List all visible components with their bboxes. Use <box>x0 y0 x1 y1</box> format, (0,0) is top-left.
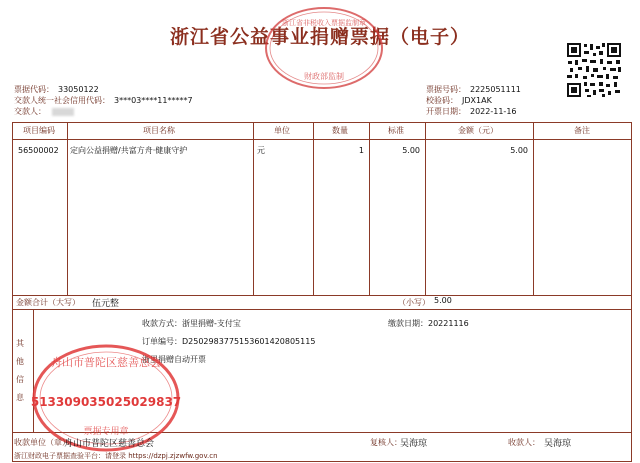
row-amount: 5.00 <box>510 146 528 155</box>
supervision-seal <box>262 3 386 93</box>
col-header-amount: 金额（元） <box>458 126 498 135</box>
row-unit: 元 <box>257 146 265 155</box>
payer-credit-code: 交款人统一社会信用代码： 3***03****11*****7 <box>14 96 193 105</box>
verify-note: 浙江财政电子票据查验平台：请登录 https://dzpj.zjzwfw.gov.cn <box>14 452 218 460</box>
reviewer-label: 复核人： <box>370 438 402 447</box>
seal-bottom-text: 财政部监制 <box>304 72 344 81</box>
total-upper-label: 金额合计（大写） <box>16 298 80 307</box>
receipt-number: 票据号码： 2225051111 <box>426 85 521 94</box>
col-header-qty: 数量 <box>332 126 348 135</box>
total-lower-label: （小写） <box>398 298 430 307</box>
seal-org-text: 舟山市普陀区慈善总会 <box>51 356 161 369</box>
pay-date: 缴款日期：20221116 <box>388 319 469 328</box>
collector-label: 收款人： <box>508 438 540 447</box>
other-info-label-2: 他 <box>16 357 24 366</box>
redacted-payer <box>52 108 74 116</box>
col-header-name: 项目名称 <box>143 126 175 135</box>
payee-value: 舟山市普陀区慈善总会 <box>64 439 155 449</box>
row-qty: 1 <box>358 146 364 155</box>
collector-value: 吴海琼 <box>544 439 572 449</box>
seal-top-text: 浙江省非税收入票据监制章 <box>282 19 366 27</box>
seal-bottom-ring: 票据专用章 <box>83 427 129 437</box>
auto-issue-note: 浙里捐赠自动开票 <box>142 355 206 364</box>
check-code: 校验码： JDX1AK <box>426 96 492 105</box>
reviewer-value: 吴海琼 <box>400 439 428 449</box>
qr-code-icon[interactable] <box>566 42 622 98</box>
pay-method: 收款方式：浙里捐赠-支付宝 <box>142 319 241 328</box>
payer-name: 交款人： <box>14 106 74 117</box>
seal-tax-id: 51330903502502983​7 <box>30 395 182 409</box>
issue-date: 开票日期： 2022-11-16 <box>426 107 517 116</box>
receipt-code: 票据代码： 33050122 <box>14 85 99 94</box>
other-info-label-1: 其 <box>16 339 24 348</box>
total-lower-value: 5.00 <box>434 296 452 305</box>
col-header-standard: 标准 <box>388 126 404 135</box>
receipt-title: 浙江省公益事业捐赠票据（电子） <box>169 26 470 48</box>
col-header-code: 项目编码 <box>23 126 55 135</box>
row-code: 56500002 <box>18 146 59 155</box>
col-header-unit: 单位 <box>274 126 290 135</box>
total-upper-value: 伍元整 <box>92 299 120 309</box>
row-standard: 5.00 <box>402 146 420 155</box>
other-info-label-3: 信 <box>16 375 24 384</box>
order-number: 订单编号：D250298377515360142080511​5 <box>142 337 316 346</box>
row-name: 定向公益捐赠/共富方舟·健康守护 <box>70 146 188 155</box>
other-info-label-4: 息 <box>16 393 24 402</box>
payee-label: 收款单位（章）： <box>14 438 74 447</box>
col-header-remark: 备注 <box>574 126 590 135</box>
